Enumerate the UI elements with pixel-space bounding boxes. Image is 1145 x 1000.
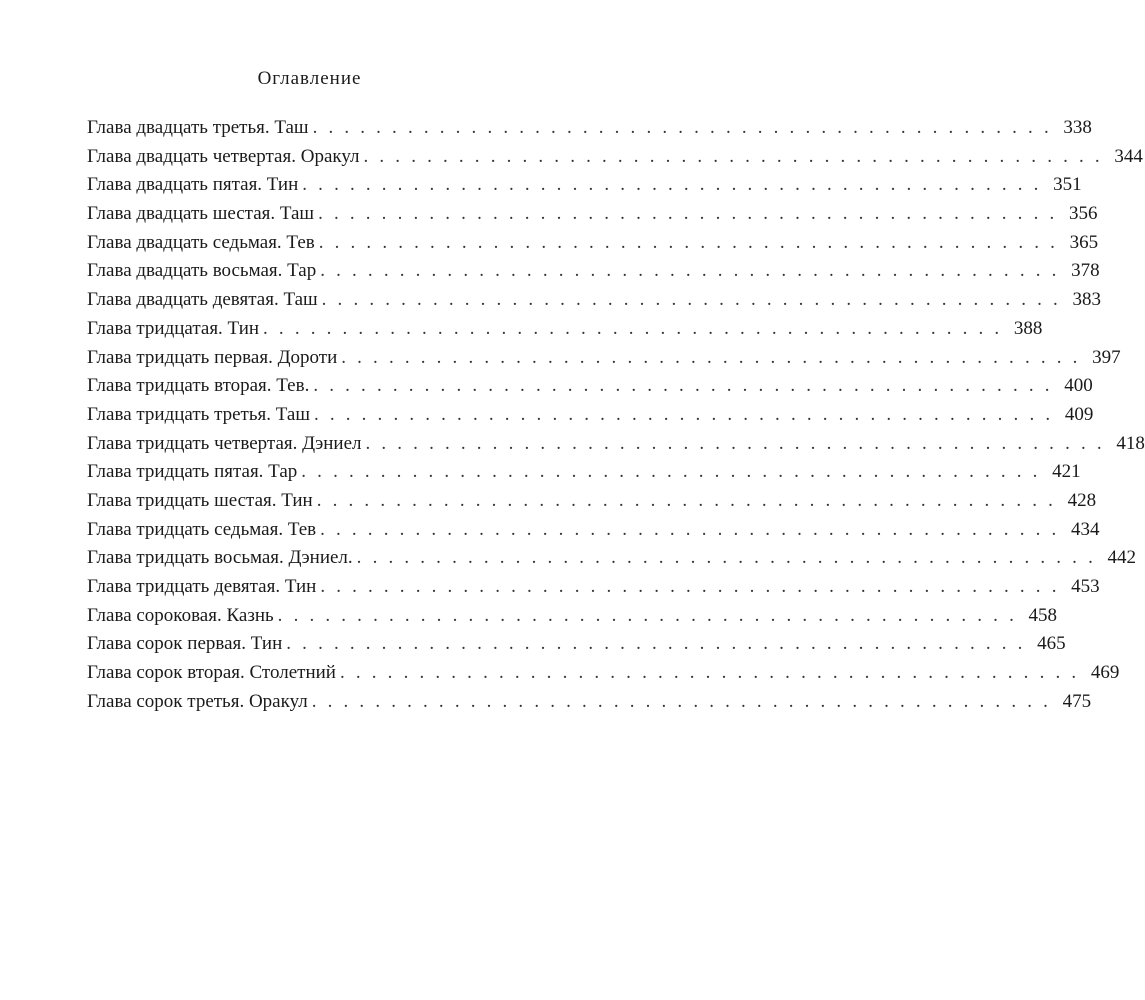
toc-entry[interactable]	[87, 544, 1137, 573]
toc-leader-dots: . . . . . . . . . . . . . . . . . . . . . . . . . . . . . . . . . . . . . . . . . . . . . . .	[365, 432, 1105, 454]
toc-leader-dots: . . . . . . . . . . . . . . . . . . . . . . . . . . . . . . . . . . . . . . . . . . . . . . .	[318, 203, 1058, 225]
toc-entry-title: Глава двадцать восьмая. Тар	[87, 260, 317, 282]
toc-entry-page: 388	[1013, 317, 1043, 339]
toc-entry-title: Глава двадцать девятая. Таш	[87, 289, 318, 311]
toc-entry[interactable]	[87, 688, 1092, 717]
toc-entry-page: 397	[1092, 346, 1121, 368]
toc-leader-dots: . . . . . . . . . . . . . . . . . . . . . . . . . . . . . . . . . . . . . . . . . . . . . . .	[311, 690, 1052, 712]
toc-entry-page: 442	[1107, 547, 1137, 569]
toc-entry-page: 475	[1062, 690, 1092, 712]
toc-entry-page: 421	[1052, 461, 1081, 483]
toc-leader-dots: . . . . . . . . . . . . . . . . . . . . . . . . . . . . . . . . . . . . . . . . . . . . . . .	[339, 662, 1080, 684]
toc-entry-page: 365	[1069, 231, 1099, 253]
toc-entry-title: Глава тридцать первая. Дороти	[87, 346, 338, 368]
toc-entry-page: 383	[1072, 289, 1102, 311]
toc-entry-title: Глава тридцать шестая. Тин	[87, 489, 313, 511]
toc-entry-page: 409	[1064, 403, 1094, 425]
toc-entry[interactable]	[87, 487, 1097, 516]
toc-entry[interactable]	[87, 401, 1094, 430]
page-title: Оглавление	[257, 68, 362, 89]
toc-leader-dots: . . . . . . . . . . . . . . . . . . . . . . . . . . . . . . . . . . . . . . . . . . . . . . .	[302, 174, 1042, 196]
toc-entry-title: Глава двадцать пятая. Тин	[87, 174, 299, 196]
toc-entry-title: Глава тридцать седьмая. Тев	[87, 518, 317, 540]
toc-leader-dots: . . . . . . . . . . . . . . . . . . . . . . . . . . . . . . . . . . . . . . . . . . . . . . .	[286, 633, 1026, 655]
toc-entry[interactable]	[87, 659, 1120, 688]
toc-leader-dots: . . . . . . . . . . . . . . . . . . . . . . . . . . . . . . . . . . . . . . . . . . . . . . .	[320, 576, 1060, 597]
toc-entry-page: 469	[1090, 662, 1120, 684]
toc-entry-title: Глава тридцать третья. Таш	[87, 403, 310, 425]
toc-leader-dots: . . . . . . . . . . . . . . . . . . . . . . . . . . . . . . . . . . . . . . . . . . . . . . .	[312, 117, 1052, 138]
toc-entry[interactable]	[87, 458, 1081, 487]
toc-entry[interactable]	[87, 286, 1102, 315]
toc-entry-title: Глава сороковая. Казнь	[87, 604, 274, 626]
toc-entry-title: Глава тридцать пятая. Тар	[87, 461, 298, 483]
table-of-contents	[87, 114, 1145, 716]
toc-entry-page: 400	[1064, 375, 1093, 397]
toc-entry-page: 465	[1037, 633, 1066, 655]
toc-entry-title: Глава двадцать седьмая. Тев	[87, 231, 315, 253]
toc-leader-dots: . . . . . . . . . . . . . . . . . . . . . . . . . . . . . . . . . . . . . . . . . . . . . . .	[301, 461, 1041, 483]
toc-entry-page: 418	[1116, 432, 1145, 454]
toc-entry[interactable]	[87, 114, 1092, 143]
toc-entry[interactable]	[87, 315, 1043, 344]
toc-leader-dots: . . . . . . . . . . . . . . . . . . . . . . . . . . . . . . . . . . . . . . . . . . . . . . .	[277, 604, 1018, 626]
toc-entry[interactable]	[87, 630, 1066, 659]
toc-entry-page: 356	[1068, 203, 1098, 225]
toc-leader-dots: . . . . . . . . . . . . . . . . . . . . . . . . . . . . . . . . . . . . . . . . . . . . . . .	[316, 489, 1057, 511]
toc-entry-title: Глава тридцать девятая. Тин	[87, 576, 317, 597]
toc-leader-dots: . . . . . . . . . . . . . . . . . . . . . . . . . . . . . . . . . . . . . . . . . . . . . . .	[263, 317, 1003, 339]
toc-entry[interactable]	[87, 257, 1100, 286]
toc-entry[interactable]	[87, 516, 1100, 545]
toc-leader-dots: . . . . . . . . . . . . . . . . . . . . . . . . . . . . . . . . . . . . . . . . . . . . . . .	[356, 547, 1097, 569]
toc-entry-title: Глава сорок первая. Тин	[87, 633, 283, 655]
toc-entry-page: 434	[1070, 518, 1100, 540]
toc-entry-page: 453	[1071, 576, 1100, 597]
toc-leader-dots: . . . . . . . . . . . . . . . . . . . . . . . . . . . . . . . . . . . . . . . . . . . . . . .	[313, 375, 1053, 397]
toc-entry[interactable]	[87, 573, 1100, 602]
toc-entry-page: 428	[1067, 489, 1097, 511]
toc-entry-title: Глава сорок третья. Оракул	[87, 690, 308, 712]
toc-entry[interactable]	[87, 200, 1098, 229]
toc-entry-title: Глава тридцать вторая. Тев.	[87, 375, 310, 397]
toc-leader-dots: . . . . . . . . . . . . . . . . . . . . . . . . . . . . . . . . . . . . . . . . . . . . . . .	[321, 289, 1062, 311]
toc-entry[interactable]	[87, 171, 1082, 200]
toc-entry-title: Глава тридцать четвертая. Дэниел	[87, 432, 362, 454]
toc-entry-page: 344	[1114, 145, 1143, 167]
toc-entry-title: Глава тридцатая. Тин	[87, 317, 260, 339]
toc-entry-title: Глава двадцать третья. Таш	[87, 117, 309, 138]
toc-entry-title: Глава тридцать восьмая. Дэниел.	[87, 547, 353, 569]
toc-entry-title: Глава двадцать шестая. Таш	[87, 203, 315, 225]
toc-entry-page: 351	[1053, 174, 1082, 196]
toc-entry-page: 338	[1063, 117, 1092, 138]
toc-entry[interactable]	[87, 430, 1145, 459]
toc-leader-dots: . . . . . . . . . . . . . . . . . . . . . . . . . . . . . . . . . . . . . . . . . . . . . . .	[320, 518, 1060, 540]
toc-entry[interactable]	[87, 372, 1093, 401]
toc-leader-dots: . . . . . . . . . . . . . . . . . . . . . . . . . . . . . . . . . . . . . . . . . . . . . . .	[313, 403, 1054, 425]
toc-entry-page: 458	[1028, 604, 1058, 626]
toc-leader-dots: . . . . . . . . . . . . . . . . . . . . . . . . . . . . . . . . . . . . . . . . . . . . . . .	[318, 231, 1059, 253]
toc-entry[interactable]	[87, 344, 1121, 373]
toc-entry[interactable]	[87, 602, 1058, 631]
toc-leader-dots: . . . . . . . . . . . . . . . . . . . . . . . . . . . . . . . . . . . . . . . . . . . . . . .	[341, 346, 1081, 368]
toc-leader-dots: . . . . . . . . . . . . . . . . . . . . . . . . . . . . . . . . . . . . . . . . . . . . . . .	[320, 260, 1060, 282]
toc-entry[interactable]	[87, 229, 1099, 258]
toc-leader-dots: . . . . . . . . . . . . . . . . . . . . . . . . . . . . . . . . . . . . . . . . . . . . . . .	[363, 145, 1103, 167]
toc-entry-page: 378	[1071, 260, 1100, 282]
toc-entry[interactable]	[87, 143, 1143, 172]
toc-entry-title: Глава сорок вторая. Столетний	[87, 662, 336, 684]
toc-entry-title: Глава двадцать четвертая. Оракул	[87, 145, 360, 167]
